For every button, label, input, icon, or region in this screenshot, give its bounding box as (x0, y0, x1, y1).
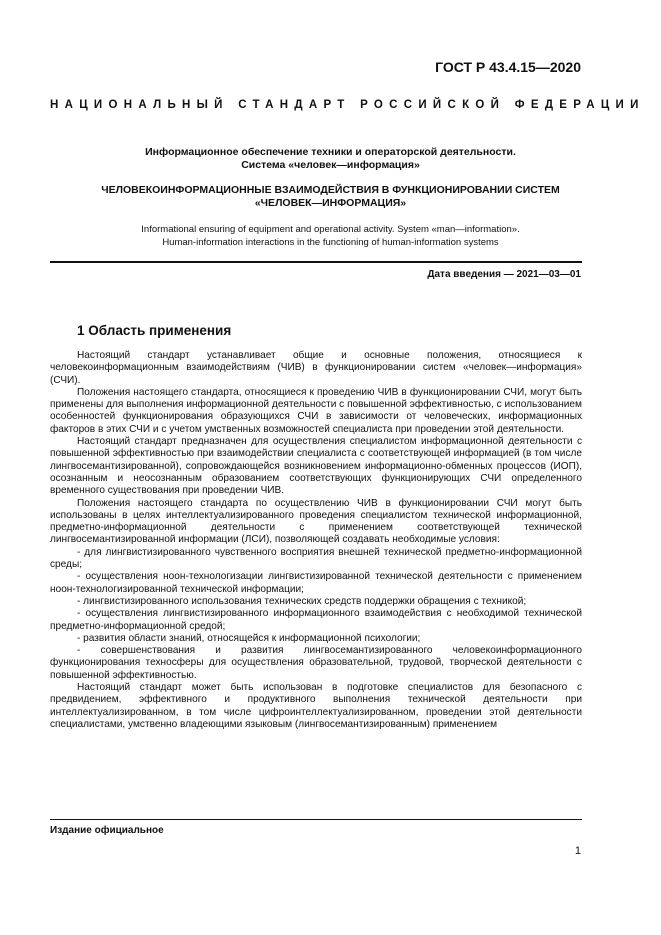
paragraph: Настоящий стандарт предназначен для осуществления специалистом информационной деятельности с повышенной эффективностью при взаимодействии специалиста с соответствующей информацией (в том числе лингвосемантизированной), сопровождающейся возникновением информационно-обменных процессов (ИОП), осознанным и неосознанным образованием соответствующих функционирующих СЧИ определенного временного существования при проведении ЧИВ. (50, 436, 582, 497)
list-item: - осуществления лингвистизированного информационного взаимодействия с необходимой технической предметно-информационной средой; (50, 608, 582, 632)
russian-main-title-line-2: «ЧЕЛОВЕК—ИНФОРМАЦИЯ» (254, 197, 407, 209)
english-title-line-1: Informational ensuring of equipment and operational activity. System «man—information». (141, 224, 520, 235)
section-body (50, 350, 582, 731)
footer-divider (50, 819, 582, 820)
list-item: - лингвистизированного использования технических средств поддержки обращения с техникой; (77, 595, 527, 607)
national-standard-heading: НАЦИОНАЛЬНЫЙ СТАНДАРТ РОССИЙСКОЙ ФЕДЕРАЦИИ (50, 99, 645, 111)
russian-main-title-line-1: ЧЕЛОВЕКОИНФОРМАЦИОННЫЕ ВЗАИМОДЕЙСТВИЯ В ФУНКЦИОНИРОВАНИИ СИСТЕМ (101, 184, 560, 196)
russian-main-title (60, 184, 601, 210)
page-number: 1 (574, 845, 581, 857)
list-item: - развития области знаний, относящейся к информационной психологии; (77, 632, 421, 644)
english-title (60, 224, 601, 249)
list-item: - совершенствования и развития лингвосемантизированного человекоинформационного функционирования техносферы для осуществления образовательной, трудовой, творческой деятельности с повышенной эффективностью. (50, 645, 582, 681)
introduction-date: Дата введения — 2021—03—01 (427, 269, 581, 280)
russian-title-line-1: Информационное обеспечение техники и операторской деятельности. (145, 146, 516, 158)
document-code: ГОСТ Р 43.4.15—2020 (435, 59, 581, 75)
paragraph: Положения настоящего стандарта по осуществлению ЧИВ в функционировании СЧИ могут быть использованы в целях интеллектуализированного проведения специалистом технической информационной, предметно-информационной деятельности с применением соответствующей технической лингвосемантизированной информации (ЛСИ), позволяющей создавать необходимые условия: (50, 497, 582, 546)
paragraph: Положения настоящего стандарта, относящиеся к проведению ЧИВ в функционировании СЧИ, могут быть применены для выполнения информационной деятельности с повышенной эффективностью, с использованием особенностей функционирования образующихся СЧИ в зависимости от человеческих, информационных факторов в этих СЧИ и с учетом умственных возможностей специалиста при проведении этой деятельности. (50, 386, 582, 435)
list-item: - для лингвистизированного чувственного восприятия внешней технической предметно-информационной среды; (50, 546, 582, 571)
russian-title-line-2: Система «человек—информация» (241, 159, 420, 171)
paragraph: Настоящий стандарт устанавливает общие и основные положения, относящиеся к человекоинформационным взаимодействиям (ЧИВ) в функционировании систем «человек—информация» (СЧИ). (50, 350, 582, 386)
title-divider (50, 261, 582, 263)
section-title: 1 Область применения (77, 323, 232, 338)
edition-label: Издание официальное (50, 825, 164, 836)
russian-title (70, 146, 591, 172)
paragraph: Настоящий стандарт может быть использован в подготовке специалистов для безопасного с предвидением, эффективного и продуктивного выполнения технической деятельности при интеллектуализированном, в том числе цифроинтеллектуализированном, проведении этой деятельности специалистами, умственно владеющими языковым (лингвосемантизированным) применением (50, 682, 582, 730)
english-title-line-2: Human-information interactions in the functioning of human-information systems (162, 236, 499, 248)
list-item: - осуществления ноон-технологизации лингвистизированной технической деятельности с применением ноон-технологизированной технической информации; (50, 571, 582, 595)
